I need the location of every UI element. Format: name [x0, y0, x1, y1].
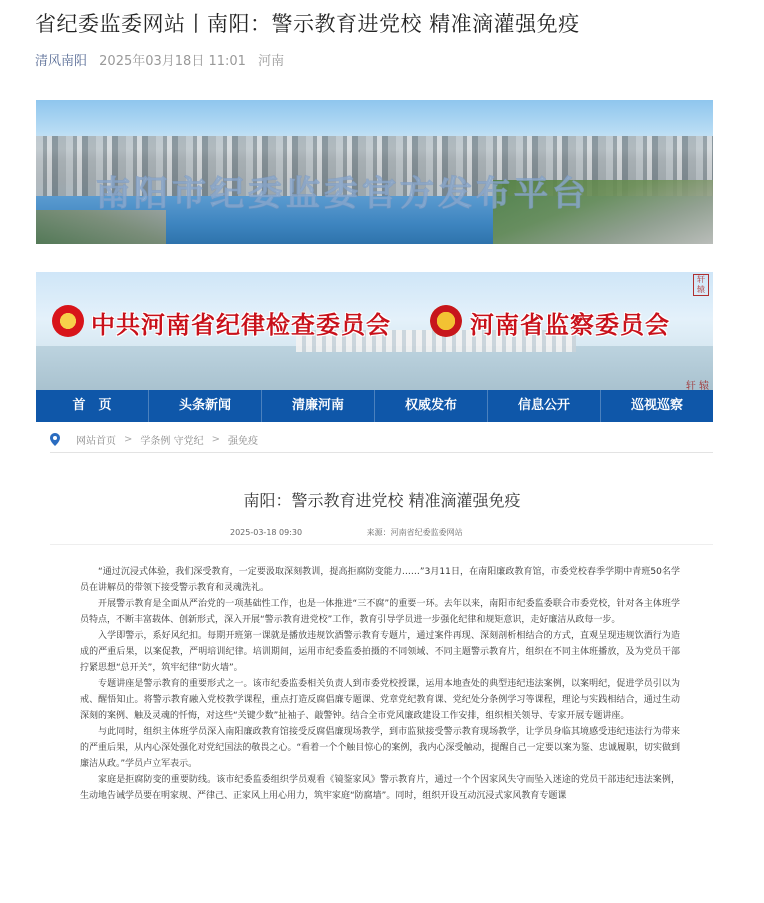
- article-title: 省纪委监委网站丨南阳：警示教育进党校 精准滴灌强免疫: [35, 12, 580, 36]
- paragraph: 专题讲座是警示教育的重要形式之一。该市纪委监委相关负责人到市委党校授课，运用本地查处的典型违纪违法案例，以案明纪，促进学员引以为戒、醒悟知止。将警示教育融入党校教学课程，重点打造反腐倡廉专题课、党章党纪教育课、党纪处分条例学习等课程，理论与实践相结合，通过生动深刻的案例、触及灵魂的忏悔，对这些“关键少数”扯袖子、敲警钟。结合全市党风廉政建设工作安排，组织相关领导、专家开展专题讲座。: [80, 679, 680, 721]
- publish-datetime: 2025年03月18日 11:01: [99, 54, 246, 69]
- banner-corner-text: 轩 辕: [685, 381, 709, 390]
- nav-item-headlines[interactable]: 头条新闻: [149, 390, 262, 422]
- city-banner-image: [36, 100, 713, 244]
- paragraph: “通过沉浸式体验，我们深受教育，一定要汲取深刻教训，提高拒腐防变能力……”3月11日，在南阳廉政教育馆，市委党校春季学期中青班50名学员在讲解员的带领下接受警示教育和灵魂洗礼。: [80, 567, 680, 593]
- party-emblem-icon: [52, 305, 84, 337]
- river-bank-left: [36, 210, 166, 244]
- article-meta: [35, 50, 284, 69]
- divider: [50, 452, 713, 453]
- page-title: 南阳：警示教育进党校 精准滴灌强免疫: [243, 491, 521, 510]
- breadcrumb-section[interactable]: 学条例 守党纪: [140, 436, 204, 447]
- nav-item-info-disclosure[interactable]: 信息公开: [488, 390, 601, 422]
- nav-item-inspection[interactable]: 巡视巡察: [630, 398, 683, 413]
- doc-meta: [230, 527, 463, 538]
- site-header-banner: [36, 272, 713, 390]
- national-emblem-icon: [430, 305, 462, 337]
- location-pin-icon: [50, 433, 60, 446]
- discipline-commission-name: 中共河南省纪律检查委员会: [91, 311, 391, 339]
- banner-slogan: 南阳市纪委监委官方发布平台: [96, 174, 590, 214]
- divider: [50, 544, 713, 545]
- article-body: [80, 564, 680, 804]
- paragraph: 开展警示教育是全面从严治党的一项基础性工作，也是一体推进“三不腐”的重要一环。去年以来，南阳市纪委监委联合市委党校，针对各主体班学员特点，不断丰富载体、创新形式，深入开展“警示教育进党校”工作，教育引导学员进一步强化纪律和规矩意识，走好廉洁从政每一步。: [80, 599, 680, 625]
- doc-source: 来源：河南省纪委监委网站: [366, 528, 463, 537]
- main-navigation: [36, 390, 713, 422]
- seal-stamp: 轩辕: [693, 274, 709, 296]
- nav-item-home[interactable]: 首 页: [36, 390, 149, 422]
- nav-item-official-release[interactable]: 权威发布: [375, 390, 488, 422]
- nav-item-clean-henan[interactable]: 清廉河南: [262, 390, 375, 422]
- breadcrumb-current[interactable]: 强免疫: [227, 436, 258, 447]
- publish-location: 河南: [258, 54, 285, 69]
- breadcrumb: [50, 432, 258, 447]
- breadcrumb-home[interactable]: 网站首页: [76, 436, 116, 447]
- paragraph: 与此同时，组织主体班学员深入南阳廉政教育馆接受反腐倡廉现场教学，到市监狱接受警示教育现场教学，让学员身临其境感受违纪违法行为带来的严重后果，从内心深处强化对党纪国法的敬畏之心。“看着一个个触目惊心的案例，我内心深受触动，提醒自己一定要以案为鉴、忠诚履职，切实做到廉洁从政。”学员卢立军表示。: [80, 727, 680, 769]
- banner-landscape: [36, 346, 713, 390]
- paragraph: 入学即警示，系好风纪扣。每期开班第一课就是播放违规饮酒警示教育专题片，通过案件再现、深刻剖析相结合的方式，直观呈现违规饮酒行为造成的严重后果，以案促教，严明培训纪律。培训期间，运用市纪委监委拍摄的不同领域、不同主题警示教育片，组织在不同主体班播放，及为党员干部拧紧思想“总开关”，筑牢纪律“防火墙”。: [80, 631, 680, 673]
- doc-date: 2025-03-18 09:30: [230, 528, 303, 537]
- breadcrumb-separator: >: [124, 434, 133, 445]
- paragraph: 家庭是拒腐防变的重要防线。该市纪委监委组织学员观看《镜鉴家风》警示教育片，通过一个个因家风失守而坠入迷途的党员干部违纪违法案例，生动地告诫学员要在明家规、严律己、正家风上用心用力，筑牢家庭“防腐墙”。同时，组织开设互动沉浸式家风教育专题课: [80, 775, 680, 801]
- supervision-commission-name: 河南省监察委员会: [470, 311, 670, 339]
- author-link[interactable]: 清风南阳: [35, 54, 88, 69]
- breadcrumb-separator: >: [211, 434, 220, 445]
